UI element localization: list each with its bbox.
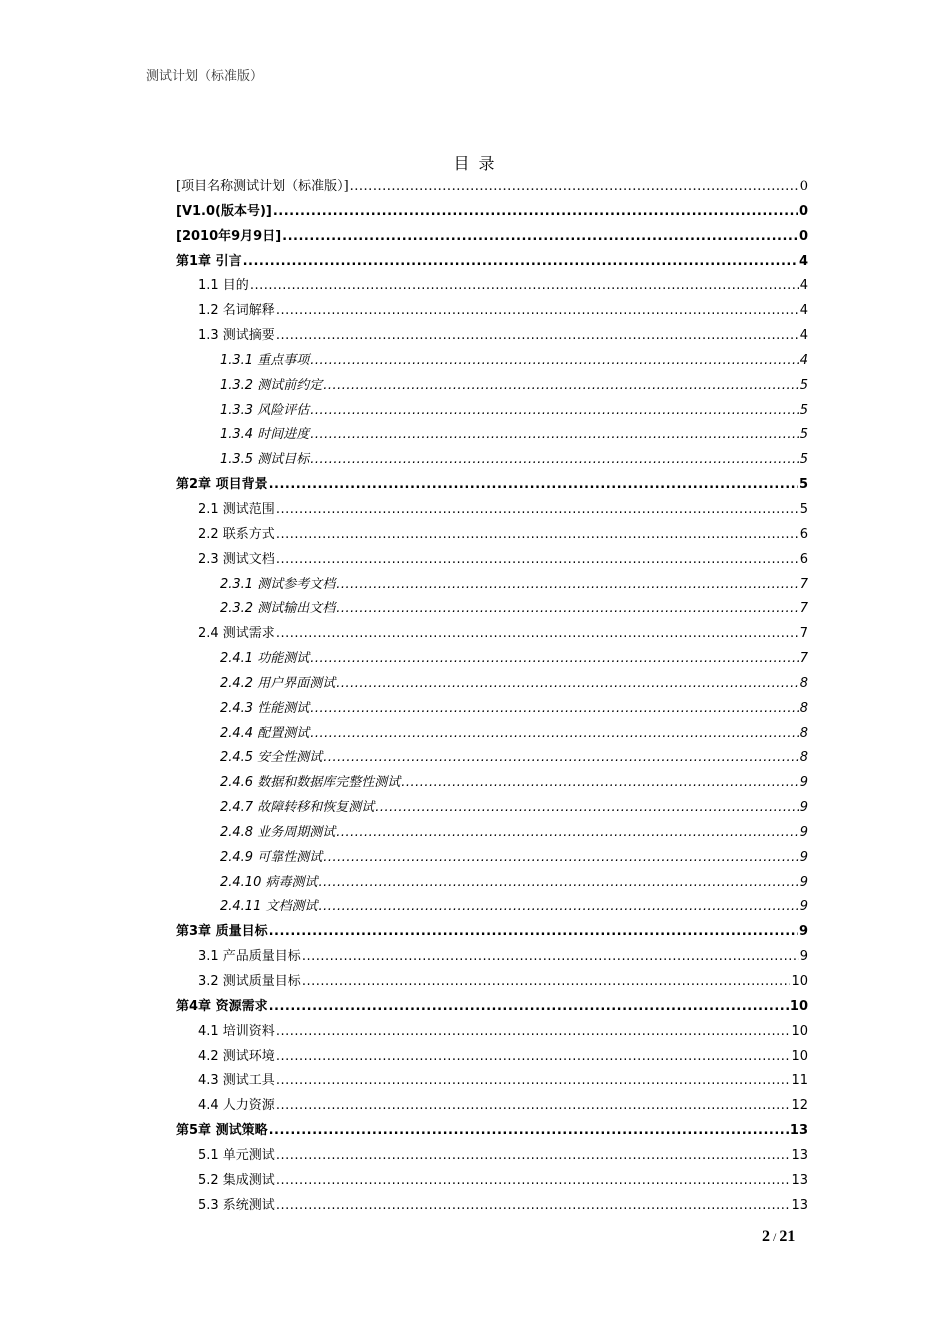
toc-entry-label: 2.1 测试范围	[198, 501, 275, 517]
toc-entry-label: 4.2 测试环境	[198, 1048, 275, 1064]
toc-leader-dots	[310, 399, 799, 424]
toc-entry-label: 4.3 测试工具	[198, 1073, 275, 1089]
toc-leader-dots	[336, 597, 799, 622]
toc-entry-label: 2.3.1 测试参考文档	[220, 576, 336, 592]
toc-leader-dots	[243, 250, 798, 275]
toc-entry-page: 13	[791, 1172, 808, 1188]
toc-entry-page: 5	[799, 452, 808, 468]
toc-entry[interactable]	[176, 225, 808, 250]
toc-entry-page: 0	[798, 228, 808, 244]
toc-entry[interactable]	[176, 647, 808, 672]
toc-entry-page: 11	[791, 1073, 808, 1089]
toc-leader-dots	[310, 448, 799, 473]
toc-entry-page: 13	[791, 1147, 808, 1163]
toc-leader-dots	[323, 846, 799, 871]
toc-entry-label: 5.3 系统测试	[198, 1197, 275, 1213]
toc-entry-page: 5	[799, 402, 808, 418]
toc-entry-page: 9	[799, 849, 808, 865]
toc-leader-dots	[282, 225, 798, 250]
toc-entry[interactable]	[176, 573, 808, 598]
toc-entry[interactable]	[176, 945, 808, 970]
toc-entry-page: 8	[799, 750, 808, 766]
toc-entry-page: 8	[799, 675, 808, 691]
toc-entry-page: 10	[791, 1048, 808, 1064]
toc-entry-label: 1.1 目的	[198, 278, 249, 294]
toc-leader-dots	[269, 920, 798, 945]
toc-entry-label: 第5章 测试策略	[176, 1123, 268, 1139]
toc-leader-dots	[375, 796, 799, 821]
page-number	[762, 1228, 795, 1246]
toc-entry-page: 9	[799, 824, 808, 840]
toc-entry-page: 10	[791, 974, 808, 989]
toc-entry[interactable]	[176, 423, 808, 448]
toc-entry[interactable]	[176, 1144, 808, 1169]
toc-leader-dots	[276, 299, 799, 324]
toc-leader-dots	[276, 1144, 791, 1169]
toc-entry-label: 1.3.3 风险评估	[220, 402, 310, 418]
toc-entry-page: 5	[799, 377, 808, 393]
toc-entry-page: 5	[799, 427, 808, 443]
toc-leader-dots	[336, 672, 799, 697]
toc-entry[interactable]	[176, 672, 808, 697]
toc-entry-label: 2.4.1 功能测试	[220, 651, 310, 667]
toc-entry[interactable]	[176, 1094, 808, 1119]
toc-entry[interactable]	[176, 771, 808, 796]
toc-leader-dots	[269, 473, 798, 498]
toc-entry[interactable]	[176, 399, 808, 424]
toc-leader-dots	[273, 200, 798, 225]
toc-entry-page: 6	[799, 526, 808, 542]
toc-entry-page: 4	[799, 303, 808, 319]
toc-entry-label: 2.3.2 测试输出文档	[220, 601, 336, 617]
toc-entry[interactable]	[176, 920, 808, 945]
toc-entry[interactable]	[176, 970, 808, 995]
toc-entry-label: 1.2 名词解释	[198, 303, 275, 319]
toc-entry-page: 10	[791, 1023, 808, 1039]
toc-leader-dots	[310, 647, 799, 672]
toc-entry-page: 7	[799, 651, 808, 667]
toc-leader-dots	[318, 871, 798, 896]
toc-leader-dots	[310, 423, 799, 448]
toc-entry-page: 9	[799, 775, 808, 791]
toc-entry-label: 4.4 人力资源	[198, 1098, 275, 1114]
toc-leader-dots	[276, 1045, 791, 1070]
toc-entry-page: 4	[798, 253, 808, 269]
toc-entry-page: 8	[799, 725, 808, 741]
toc-entry-label: 2.4.6 数据和数据库完整性测试	[220, 775, 401, 791]
total-pages: 21	[779, 1228, 796, 1245]
toc-entry-page: 4	[799, 352, 808, 368]
toc-leader-dots	[323, 374, 799, 399]
toc-entry-label: 2.4 测试需求	[198, 626, 275, 642]
toc-entry-label: 第4章 资源需求	[176, 998, 268, 1014]
toc-entry[interactable]	[176, 374, 808, 399]
toc-entry-page: 9	[799, 800, 808, 816]
toc-entry-label: 3.2 测试质量目标	[198, 974, 301, 989]
toc-entry-label: 5.1 单元测试	[198, 1147, 275, 1163]
toc-entry-page: 13	[789, 1123, 808, 1139]
toc-entry-page: 4	[799, 328, 808, 344]
toc-entry-page: 9	[798, 924, 808, 940]
toc-entry-label: 1.3.4 时间进度	[220, 427, 310, 443]
toc-entry[interactable]	[176, 895, 808, 920]
toc-entry-label: 2.3 测试文档	[198, 551, 275, 567]
current-page: 2	[762, 1228, 770, 1245]
toc-entry-label: 2.4.7 故障转移和恢复测试	[220, 800, 375, 816]
toc-leader-dots	[276, 1169, 791, 1194]
toc-entry-page: 7	[799, 626, 808, 642]
toc-leader-dots	[276, 1094, 791, 1119]
toc-leader-dots	[276, 1194, 791, 1219]
toc-leader-dots	[302, 970, 791, 995]
toc-entry[interactable]	[176, 722, 808, 747]
toc-entry-label: [2010年9月9日]	[176, 228, 282, 244]
toc-entry-page: 8	[799, 700, 808, 716]
toc-entry[interactable]	[176, 448, 808, 473]
toc-entry[interactable]	[176, 523, 808, 548]
toc-entry-page: 5	[799, 501, 808, 517]
toc-leader-dots	[269, 995, 789, 1020]
toc-entry[interactable]	[176, 597, 808, 622]
toc-leader-dots	[302, 945, 799, 970]
toc-entry[interactable]	[176, 871, 808, 896]
toc-entry-label: 5.2 集成测试	[198, 1172, 275, 1188]
toc-entry[interactable]	[176, 697, 808, 722]
toc-entry-page: 7	[799, 601, 808, 617]
toc-title: 目 录	[453, 154, 497, 173]
toc-entry-page: 12	[791, 1098, 808, 1114]
toc-entry-label: 3.1 产品质量目标	[198, 949, 301, 965]
toc-entry[interactable]	[176, 1045, 808, 1070]
toc-entry-label: 第2章 项目背景	[176, 477, 268, 493]
toc-leader-dots	[401, 771, 799, 796]
toc-entry-page: 9	[799, 949, 808, 965]
toc-entry-label: 4.1 培训资料	[198, 1023, 275, 1039]
toc-leader-dots	[250, 274, 799, 299]
toc-entry-label: 1.3.1 重点事项	[220, 352, 310, 368]
toc-entry-page: 9	[799, 874, 808, 890]
toc-entry[interactable]	[176, 324, 808, 349]
toc-entry-label: 2.2 联系方式	[198, 526, 275, 542]
toc-entry-label: 1.3 测试摘要	[198, 328, 275, 344]
toc-entry[interactable]	[176, 175, 808, 200]
toc-entry-label: 2.4.2 用户界面测试	[220, 675, 336, 691]
toc-entry-page: 7	[799, 576, 808, 592]
toc-leader-dots	[310, 349, 799, 374]
toc-leader-dots	[310, 697, 799, 722]
toc-entry[interactable]	[176, 349, 808, 374]
toc-entry-label: [项目名称测试计划（标准版）]	[176, 179, 349, 194]
toc-entry-label: 2.4.8 业务周期测试	[220, 824, 336, 840]
toc-entry-label: 2.4.10 病毒测试	[220, 874, 318, 890]
toc-entry[interactable]	[176, 299, 808, 324]
toc-leader-dots	[276, 498, 799, 523]
toc-entry-label: 2.4.3 性能测试	[220, 700, 310, 716]
toc-entry[interactable]	[176, 1119, 808, 1144]
toc-entry[interactable]	[176, 622, 808, 647]
toc-leader-dots	[276, 1069, 791, 1094]
toc-leader-dots	[336, 573, 799, 598]
toc-leader-dots	[323, 746, 799, 771]
toc-entry[interactable]	[176, 1194, 808, 1219]
toc-leader-dots	[276, 1020, 791, 1045]
table-of-contents	[176, 175, 808, 1218]
toc-leader-dots	[269, 1119, 789, 1144]
toc-entry[interactable]	[176, 1020, 808, 1045]
toc-entry-label: 第1章 引言	[176, 253, 242, 269]
toc-leader-dots	[318, 895, 798, 920]
toc-entry[interactable]	[176, 250, 808, 275]
toc-leader-dots	[310, 722, 799, 747]
toc-entry[interactable]	[176, 1169, 808, 1194]
toc-entry[interactable]	[176, 274, 808, 299]
toc-leader-dots	[350, 175, 799, 200]
toc-entry[interactable]	[176, 473, 808, 498]
toc-entry-page: 10	[789, 998, 808, 1014]
toc-leader-dots	[276, 548, 799, 573]
toc-entry[interactable]	[176, 498, 808, 523]
toc-entry[interactable]	[176, 846, 808, 871]
toc-entry-label: 2.4.5 安全性测试	[220, 750, 323, 766]
toc-entry-label: 2.4.4 配置测试	[220, 725, 310, 741]
toc-entry[interactable]	[176, 796, 808, 821]
toc-entry-label: 2.4.9 可靠性测试	[220, 849, 323, 865]
toc-leader-dots	[336, 821, 799, 846]
toc-entry[interactable]	[176, 746, 808, 771]
toc-leader-dots	[276, 622, 799, 647]
toc-entry-label: 2.4.11 文档测试	[220, 899, 318, 915]
toc-entry-page: 0	[799, 179, 808, 194]
toc-entry[interactable]	[176, 200, 808, 225]
toc-entry-page: 0	[798, 203, 808, 219]
toc-leader-dots	[276, 523, 799, 548]
toc-leader-dots	[276, 324, 799, 349]
toc-entry-page: 4	[799, 278, 808, 294]
toc-entry-page: 5	[798, 477, 808, 493]
toc-entry-page: 6	[799, 551, 808, 567]
toc-entry-page: 9	[799, 899, 808, 915]
toc-entry[interactable]	[176, 821, 808, 846]
toc-entry-label: 第3章 质量目标	[176, 924, 268, 940]
toc-entry-label: [V1.0(版本号)]	[176, 203, 272, 219]
toc-entry[interactable]	[176, 1069, 808, 1094]
toc-entry[interactable]	[176, 548, 808, 573]
toc-entry-label: 1.3.5 测试目标	[220, 452, 310, 468]
toc-entry-label: 1.3.2 测试前约定	[220, 377, 323, 393]
page-header: 测试计划（标准版）	[146, 69, 264, 84]
toc-entry[interactable]	[176, 995, 808, 1020]
page-separator: /	[773, 1230, 777, 1244]
toc-entry-page: 13	[791, 1197, 808, 1213]
